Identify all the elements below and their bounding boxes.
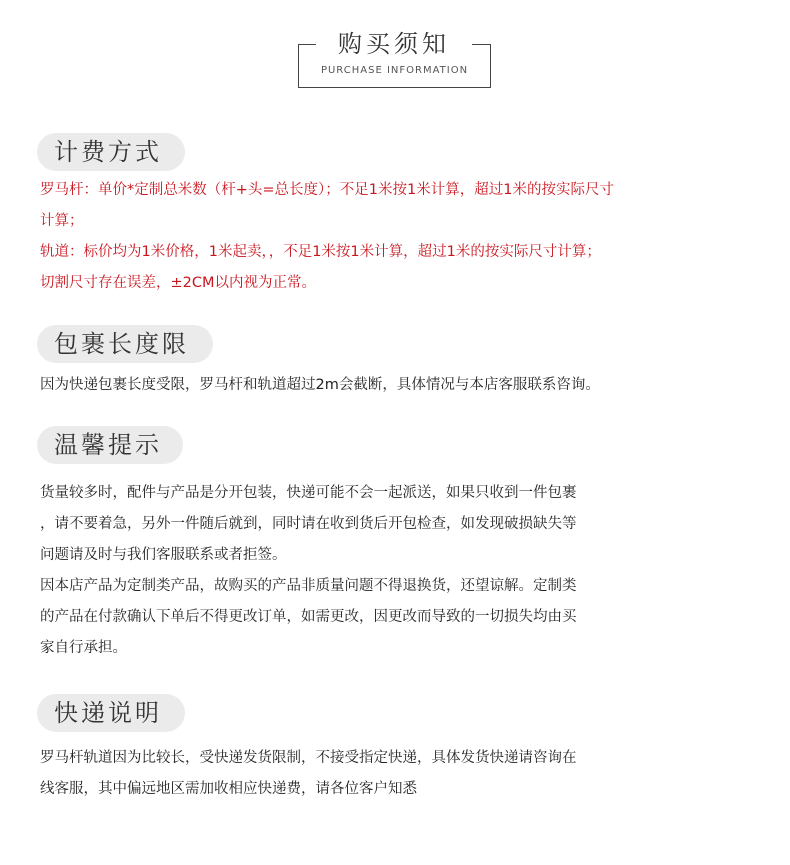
tips-line: 问题请及时与我们客服联系或者拒签。: [40, 547, 287, 563]
tips-line: 货量较多时，配件与产品是分开包装，快递可能不会一起派送，如果只收到一件包裹: [40, 485, 577, 501]
tips-line: 家自行承担。: [40, 640, 127, 656]
section-title-billing: 计费方式: [37, 133, 185, 171]
tips-line: ，请不要着急，另外一件随后就到，同时请在收到货后开包检查，如发现破损缺失等: [40, 516, 577, 532]
page-subtitle: PURCHASE INFORMATION: [320, 65, 469, 76]
package-length-line: 因为快递包裹长度受限，罗马杆和轨道超过2m会截断，具体情况与本店客服联系咨询。: [40, 377, 600, 393]
billing-line: 罗马杆：单价*定制总米数（杆+头=总长度）；不足1米按1米计算，超过1米的按实际尺寸: [40, 182, 614, 198]
section-title-package-length: 包裹长度限: [37, 325, 213, 363]
header-frame-left-line: [298, 44, 316, 45]
section-title-delivery: 快递说明: [37, 694, 185, 732]
delivery-line: 罗马杆轨道因为比较长，受快递发货限制，不接受指定快递，具体发货快递请咨询在: [40, 750, 577, 766]
section-tips-text: [40, 478, 770, 664]
billing-line: 计算；: [40, 213, 84, 229]
billing-line: 轨道：标价均为1米价格，1米起卖，，不足1米按1米计算，超过1米的按实际尺寸计算；: [40, 244, 601, 260]
page-title: 购买须知: [338, 30, 450, 58]
header-frame-right-line: [472, 44, 491, 45]
delivery-line: 线客服，其中偏远地区需加收相应快递费，请各位客户知悉: [40, 781, 417, 797]
billing-line: 切割尺寸存在误差，±2CM以内视为正常。: [40, 275, 317, 291]
section-package-length-text: [40, 370, 770, 401]
section-delivery-text: [40, 743, 770, 805]
tips-line: 的产品在付款确认下单后不得更改订单，如需更改，因更改而导致的一切损失均由买: [40, 609, 577, 625]
section-title-tips: 温馨提示: [37, 426, 183, 464]
tips-line: 因本店产品为定制类产品，故购买的产品非质量问题不得退换货，还望谅解。定制类: [40, 578, 577, 594]
section-billing-text: [40, 175, 770, 299]
